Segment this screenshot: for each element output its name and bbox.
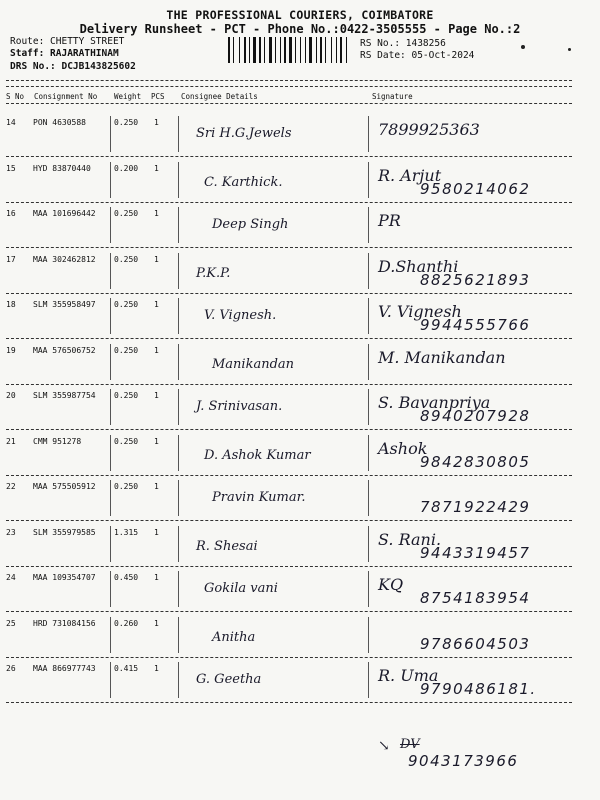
barcode-bar — [233, 37, 234, 63]
signature-phone: 9842830805 — [420, 453, 531, 471]
row-sno: 20 — [6, 391, 16, 400]
signature-handwriting: 7899925363 — [378, 120, 480, 139]
route-label: Route: CHETTY STREET — [10, 36, 125, 47]
row-consignment-no: SLM 355979585 — [33, 528, 96, 537]
barcode-bar — [275, 37, 276, 63]
barcode-bar — [302, 37, 304, 63]
col-rule-weight — [110, 526, 111, 562]
barcode — [228, 37, 354, 63]
barcode-bar — [259, 37, 261, 63]
barcode-bar — [331, 37, 332, 63]
rs-date: RS Date: 05-Oct-2024 — [360, 50, 475, 61]
row-sno: 19 — [6, 346, 16, 355]
barcode-bar — [247, 37, 248, 63]
staff-label: Staff: RAJARATHINAM — [10, 48, 119, 59]
barcode-bar — [316, 37, 317, 63]
barcode-bar — [244, 37, 246, 63]
speck-mark — [521, 45, 525, 49]
barcode-bar — [241, 37, 243, 63]
barcode-bar — [251, 37, 252, 63]
signature-handwriting: PR — [378, 211, 401, 230]
row-divider — [6, 338, 572, 339]
col-rule-consignee — [178, 617, 179, 653]
consignee-handwriting: J. Srinivasan. — [196, 399, 283, 414]
drs-number: DRS No.: DCJB143825602 — [10, 61, 136, 72]
consignee-handwriting: V. Vignesh. — [204, 308, 277, 323]
divider — [6, 86, 572, 87]
row-sno: 14 — [6, 118, 16, 127]
barcode-bar — [340, 37, 342, 63]
row-divider — [6, 611, 572, 612]
signature-phone: 9443319457 — [420, 544, 531, 562]
signature-phone: 9944555766 — [420, 316, 531, 334]
consignee-handwriting: Gokila vani — [204, 581, 278, 596]
footer-phone-number: 9043173966 — [408, 752, 519, 770]
signature-phone: 8940207928 — [420, 407, 531, 425]
col-header-consignee: Consignee Details — [181, 92, 258, 101]
consignee-handwriting: D. Ashok Kumar — [204, 448, 311, 463]
col-rule-weight — [110, 389, 111, 425]
row-pcs: 1 — [154, 619, 159, 628]
barcode-bar — [228, 37, 230, 63]
barcode-bar — [253, 37, 256, 63]
consignee-handwriting: Pravin Kumar. — [212, 490, 306, 505]
row-weight: 0.200 — [114, 164, 139, 173]
col-rule-signature — [368, 116, 369, 152]
row-sno: 24 — [6, 573, 16, 582]
barcode-bar — [320, 37, 322, 63]
row-divider — [6, 520, 572, 521]
col-rule-consignee — [178, 435, 179, 471]
row-weight: 0.250 — [114, 437, 139, 446]
row-divider — [6, 247, 572, 248]
col-rule-weight — [110, 435, 111, 471]
row-sno: 25 — [6, 619, 16, 628]
signature-handwriting: S. Rani. — [378, 530, 442, 549]
signature-phone: 9790486181. — [420, 680, 537, 698]
col-rule-consignee — [178, 480, 179, 516]
barcode-bar — [249, 37, 250, 63]
signature-phone: 8825621893 — [420, 271, 531, 289]
row-pcs: 1 — [154, 209, 159, 218]
row-pcs: 1 — [154, 528, 159, 537]
signature-handwriting: D.Shanthi — [378, 257, 459, 276]
row-sno: 16 — [6, 209, 16, 218]
signature-handwriting: R. Arjut — [378, 166, 442, 185]
col-rule-consignee — [178, 662, 179, 698]
col-header-sno: S No — [6, 92, 25, 101]
col-rule-signature — [368, 207, 369, 243]
row-consignment-no: SLM 355987754 — [33, 391, 96, 400]
row-pcs: 1 — [154, 255, 159, 264]
runsheet-subtitle: Delivery Runsheet - PCT - Phone No.:0422-3505555 - Page No.:2 — [79, 22, 521, 36]
signature-phone: 9786604503 — [420, 635, 531, 653]
barcode-bar — [235, 37, 238, 63]
row-sno: 22 — [6, 482, 16, 491]
consignee-handwriting: G. Geetha — [196, 672, 262, 687]
row-pcs: 1 — [154, 482, 159, 491]
barcode-bar — [282, 37, 283, 63]
col-rule-signature — [368, 617, 369, 653]
col-rule-signature — [368, 662, 369, 698]
col-rule-weight — [110, 480, 111, 516]
col-rule-consignee — [178, 526, 179, 562]
row-pcs: 1 — [154, 346, 159, 355]
signature-handwriting: V. Vignesh — [378, 302, 462, 321]
row-pcs: 1 — [154, 573, 159, 582]
row-weight: 0.415 — [114, 664, 139, 673]
signature-handwriting: KQ — [378, 575, 404, 594]
col-rule-consignee — [178, 253, 179, 289]
table-row — [0, 112, 600, 158]
signature-handwriting: R. Uma — [378, 666, 439, 685]
row-pcs: 1 — [154, 391, 159, 400]
row-consignment-no: MAA 576506752 — [33, 346, 96, 355]
row-sno: 23 — [6, 528, 16, 537]
table-row — [0, 249, 600, 295]
col-rule-signature — [368, 435, 369, 471]
row-weight: 0.250 — [114, 300, 139, 309]
barcode-bar — [266, 37, 268, 63]
row-consignment-no: MAA 302462812 — [33, 255, 96, 264]
row-pcs: 1 — [154, 118, 159, 127]
col-rule-signature — [368, 253, 369, 289]
barcode-bar — [333, 37, 335, 63]
col-rule-consignee — [178, 207, 179, 243]
table-row — [0, 385, 600, 431]
row-consignment-no: HRD 731084156 — [33, 619, 96, 628]
row-pcs: 1 — [154, 164, 159, 173]
row-pcs: 1 — [154, 664, 159, 673]
row-consignment-no: MAA 101696442 — [33, 209, 96, 218]
barcode-bar — [264, 37, 265, 63]
col-rule-weight — [110, 617, 111, 653]
row-divider — [6, 429, 572, 430]
consignee-handwriting: Manikandan — [212, 357, 295, 372]
col-rule-consignee — [178, 162, 179, 198]
row-weight: 0.250 — [114, 255, 139, 264]
barcode-bar — [318, 37, 319, 63]
company-title: THE PROFESSIONAL COURIERS, COIMBATORE — [166, 8, 434, 22]
signature-phone: 9580214062 — [420, 180, 531, 198]
barcode-bar — [297, 37, 299, 63]
row-pcs: 1 — [154, 300, 159, 309]
row-divider — [6, 702, 572, 703]
barcode-bar — [307, 37, 308, 63]
col-rule-signature — [368, 162, 369, 198]
col-rule-weight — [110, 116, 111, 152]
table-row — [0, 522, 600, 568]
col-rule-consignee — [178, 298, 179, 334]
barcode-bar — [262, 37, 263, 63]
row-sno: 21 — [6, 437, 16, 446]
signature-handwriting: M. Manikandan — [378, 348, 506, 367]
col-rule-consignee — [178, 571, 179, 607]
barcode-bar — [300, 37, 301, 63]
col-rule-weight — [110, 571, 111, 607]
row-sno: 18 — [6, 300, 16, 309]
col-rule-signature — [368, 480, 369, 516]
barcode-bar — [273, 37, 274, 63]
barcode-bar — [295, 37, 296, 63]
barcode-bar — [327, 37, 330, 63]
footer-arrow: ↘ — [378, 738, 390, 754]
consignee-handwriting: C. Karthick. — [204, 175, 283, 190]
col-rule-weight — [110, 298, 111, 334]
row-weight: 0.250 — [114, 391, 139, 400]
table-row — [0, 658, 600, 704]
row-consignment-no: MAA 575505912 — [33, 482, 96, 491]
barcode-bar — [293, 37, 294, 63]
col-rule-weight — [110, 662, 111, 698]
col-header-weight: Weight — [114, 92, 142, 101]
row-consignment-no: MAA 866977743 — [33, 664, 96, 673]
row-weight: 1.315 — [114, 528, 139, 537]
table-row — [0, 294, 600, 340]
barcode-bar — [343, 37, 345, 63]
row-consignment-no: PON 4630588 — [33, 118, 86, 127]
barcode-bar — [257, 37, 258, 63]
row-weight: 0.260 — [114, 619, 139, 628]
col-header-pcs: PCS — [151, 92, 165, 101]
barcode-bar — [348, 37, 349, 63]
table-row — [0, 158, 600, 204]
row-consignment-no: SLM 355958497 — [33, 300, 96, 309]
barcode-bar — [239, 37, 240, 63]
row-weight: 0.250 — [114, 118, 139, 127]
barcode-bar — [269, 37, 272, 63]
col-header-signature: Signature — [372, 92, 413, 101]
row-weight: 0.250 — [114, 209, 139, 218]
signature-phone: 7871922429 — [420, 498, 531, 516]
table-row — [0, 340, 600, 386]
footer-initials: DV — [400, 737, 420, 752]
barcode-bar — [346, 37, 347, 63]
col-rule-signature — [368, 526, 369, 562]
col-rule-weight — [110, 207, 111, 243]
barcode-bar — [336, 37, 337, 63]
col-rule-consignee — [178, 389, 179, 425]
row-weight: 0.450 — [114, 573, 139, 582]
barcode-bar — [323, 37, 324, 63]
table-row — [0, 431, 600, 477]
divider — [6, 103, 572, 104]
consignee-handwriting: R. Shesai — [196, 539, 258, 554]
row-pcs: 1 — [154, 437, 159, 446]
barcode-bar — [289, 37, 292, 63]
row-weight: 0.250 — [114, 482, 139, 491]
signature-phone: 8754183954 — [420, 589, 531, 607]
speck-mark — [568, 48, 571, 51]
row-consignment-no: CMM 951278 — [33, 437, 82, 446]
signature-handwriting: Ashok — [378, 439, 428, 458]
col-rule-weight — [110, 344, 111, 380]
barcode-bar — [338, 37, 339, 63]
col-rule-consignee — [178, 116, 179, 152]
row-divider — [6, 156, 572, 157]
col-rule-signature — [368, 571, 369, 607]
barcode-bar — [277, 37, 279, 63]
col-rule-signature — [368, 298, 369, 334]
barcode-bar — [313, 37, 315, 63]
col-rule-signature — [368, 344, 369, 380]
barcode-bar — [305, 37, 306, 63]
row-consignment-no: HYD 83870440 — [33, 164, 91, 173]
col-header-consignment: Consignment No — [34, 92, 98, 101]
row-sno: 26 — [6, 664, 16, 673]
row-consignment-no: MAA 109354707 — [33, 573, 96, 582]
rs-number: RS No.: 1438256 — [360, 38, 446, 49]
barcode-bar — [325, 37, 326, 63]
row-sno: 15 — [6, 164, 16, 173]
col-rule-consignee — [178, 344, 179, 380]
barcode-bar — [287, 37, 288, 63]
col-rule-weight — [110, 162, 111, 198]
barcode-bar — [309, 37, 312, 63]
table-row — [0, 203, 600, 249]
consignee-handwriting: P.K.P. — [196, 266, 231, 281]
col-rule-weight — [110, 253, 111, 289]
barcode-bar — [231, 37, 232, 63]
table-row — [0, 476, 600, 522]
barcode-bar — [280, 37, 281, 63]
col-rule-signature — [368, 389, 369, 425]
consignee-handwriting: Deep Singh — [212, 217, 289, 232]
row-weight: 0.250 — [114, 346, 139, 355]
divider — [6, 80, 572, 81]
consignee-handwriting: Sri H.G.Jewels — [196, 126, 292, 141]
row-sno: 17 — [6, 255, 16, 264]
barcode-bar — [284, 37, 286, 63]
table-row — [0, 567, 600, 613]
consignee-handwriting: Anitha — [212, 630, 256, 645]
table-row — [0, 613, 600, 659]
signature-handwriting: S. Bavanpriya — [378, 393, 491, 412]
